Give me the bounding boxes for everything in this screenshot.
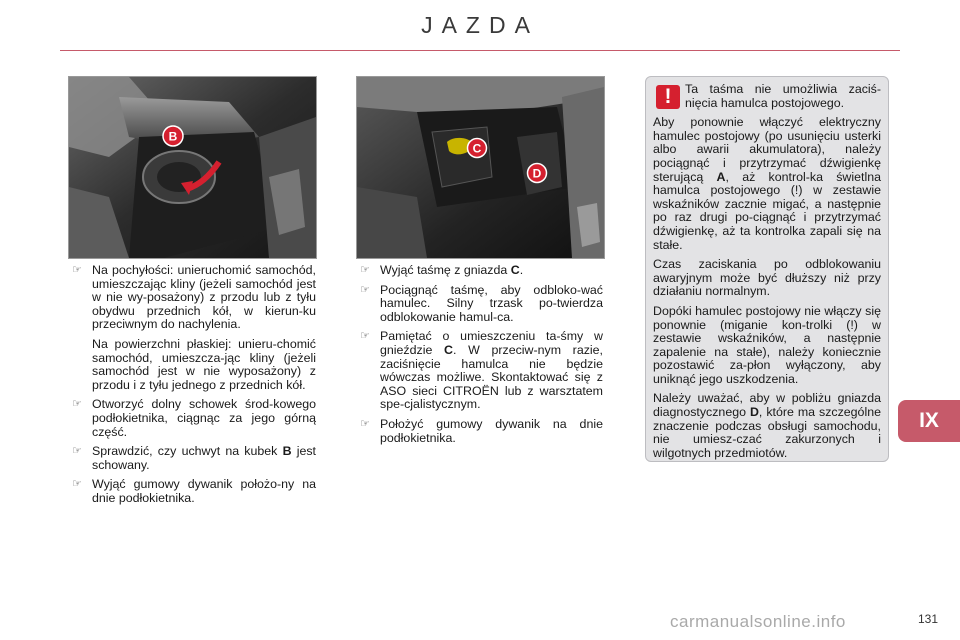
pointing-hand-icon: ☞: [72, 398, 82, 411]
warning-paragraph: Czas zaciskania po odblokowaniu awaryjnym może być dłuższy niż przy działaniu normalnym.: [653, 257, 881, 299]
instruction-text: Wyjąć gumowy dywanik położo-ny na dnie podłokietnika.: [92, 477, 316, 505]
label-b: B: [168, 129, 178, 144]
instruction-text: Wyjąć taśmę z gniazda C.: [380, 263, 524, 277]
instruction-text: Sprawdzić, czy uchwyt na kubek B jest schowany.: [92, 444, 316, 472]
middle-instruction-column: [358, 264, 603, 451]
warning-paragraph: Należy uważać, aby w pobliżu gniazda diagnostycznego D, które ma szczególne znaczenie podczas obsługi samochodu, nie umiesz-czać zakurzonych i wilgotnych przedmiotów.: [653, 391, 881, 460]
instruction-text: Na powierzchni płaskiej: unieru-chomić samochód, umieszcza-jąc kliny (jeżeli samochód jest w nie wyposażony) z przodu i z tyłu jednego z przednich kół.: [92, 336, 316, 392]
warning-heading: [653, 83, 881, 110]
chapter-tab[interactable]: IX: [898, 400, 960, 442]
instruction-text: Pociągnąć taśmę, aby odbloko-wać hamulec. Silny trzask po-twierdza odblokowanie hamul-ca.: [380, 282, 603, 324]
warning-paragraph: Aby ponownie włączyć elektryczny hamulec postojowy (po usunięciu usterki albo awarii akumulatora), należy pociągnąć i przytrzymać dźwigienkę sterującą A, aż kontrol-ka świetlna hamulca postojowego (!) w zestawie wskaźników zacznie migać, a następnie po raz drugi po-ciągnąć i przytrzymać dźwigienkę, aż ta kontrolka zapali się na stałe.: [653, 115, 881, 252]
left-instruction-column: [70, 264, 316, 512]
armrest-photo-right: [356, 76, 605, 259]
warning-paragraph: Dopóki hamulec postojowy nie włączy się ponownie (miganie kon-trolki (!) w zestawie wskaźników, a następnie zapalenie na stałe), należy koniecznie pozostawić za-płon wyłączony, aby uniknąć jego uszkodzenia.: [653, 303, 881, 386]
warning-notice-box: [645, 76, 889, 462]
warning-exclamation-icon: !: [656, 85, 680, 109]
armrest-illustration-right: [357, 77, 604, 258]
instruction-text: Na pochyłości: unieruchomić samochód, umieszczając kliny (jeżeli samochód jest w nie wy-posażony) z przodu lub z tyłu obydwu przednich kół, w kierun-ku przeciwnym do nachylenia.: [92, 263, 316, 332]
instruction-text: Położyć gumowy dywanik na dnie podłokietnika.: [380, 416, 603, 445]
title-divider: [60, 50, 900, 51]
warning-heading-text: Ta taśma nie umożliwia zaciś-nięcia hamulca postojowego.: [685, 82, 881, 110]
instruction-item: [358, 418, 603, 445]
instruction-text: Pamiętać o umieszczeniu ta-śmy w gnieździe C. W przeciw-nym razie, zaciśnięcie hamulca nie będzie wówczas możliwe. Skontaktować się z ASO sieci CITROËN lub z warsztatem spe-cjalistycznym.: [380, 329, 603, 412]
label-d: D: [532, 166, 542, 181]
instruction-item: [70, 398, 316, 439]
instruction-item: [358, 264, 603, 278]
pointing-hand-icon: ☞: [360, 330, 370, 343]
page-number: 131: [917, 612, 938, 626]
instruction-text: Otworzyć dolny schowek środ-kowego podłokietnika, ciągnąc za jego górną część.: [92, 397, 316, 439]
instruction-item: [358, 284, 603, 325]
armrest-illustration-left: [69, 77, 316, 258]
pointing-hand-icon: ☞: [72, 445, 82, 458]
pointing-hand-icon: ☞: [72, 264, 82, 276]
label-c: C: [472, 141, 482, 156]
pointing-hand-icon: ☞: [360, 283, 370, 296]
pointing-hand-icon: ☞: [360, 417, 370, 430]
armrest-photo-left: [68, 76, 317, 259]
instruction-item: [70, 264, 316, 392]
watermark-text: carmanualsonline.info: [670, 612, 846, 631]
page-title: JAZDA: [421, 12, 539, 38]
pointing-hand-icon: ☞: [72, 478, 82, 491]
instruction-item: [358, 330, 603, 412]
pointing-hand-icon: ☞: [360, 264, 370, 276]
instruction-item: [70, 478, 316, 505]
instruction-item: [70, 445, 316, 472]
